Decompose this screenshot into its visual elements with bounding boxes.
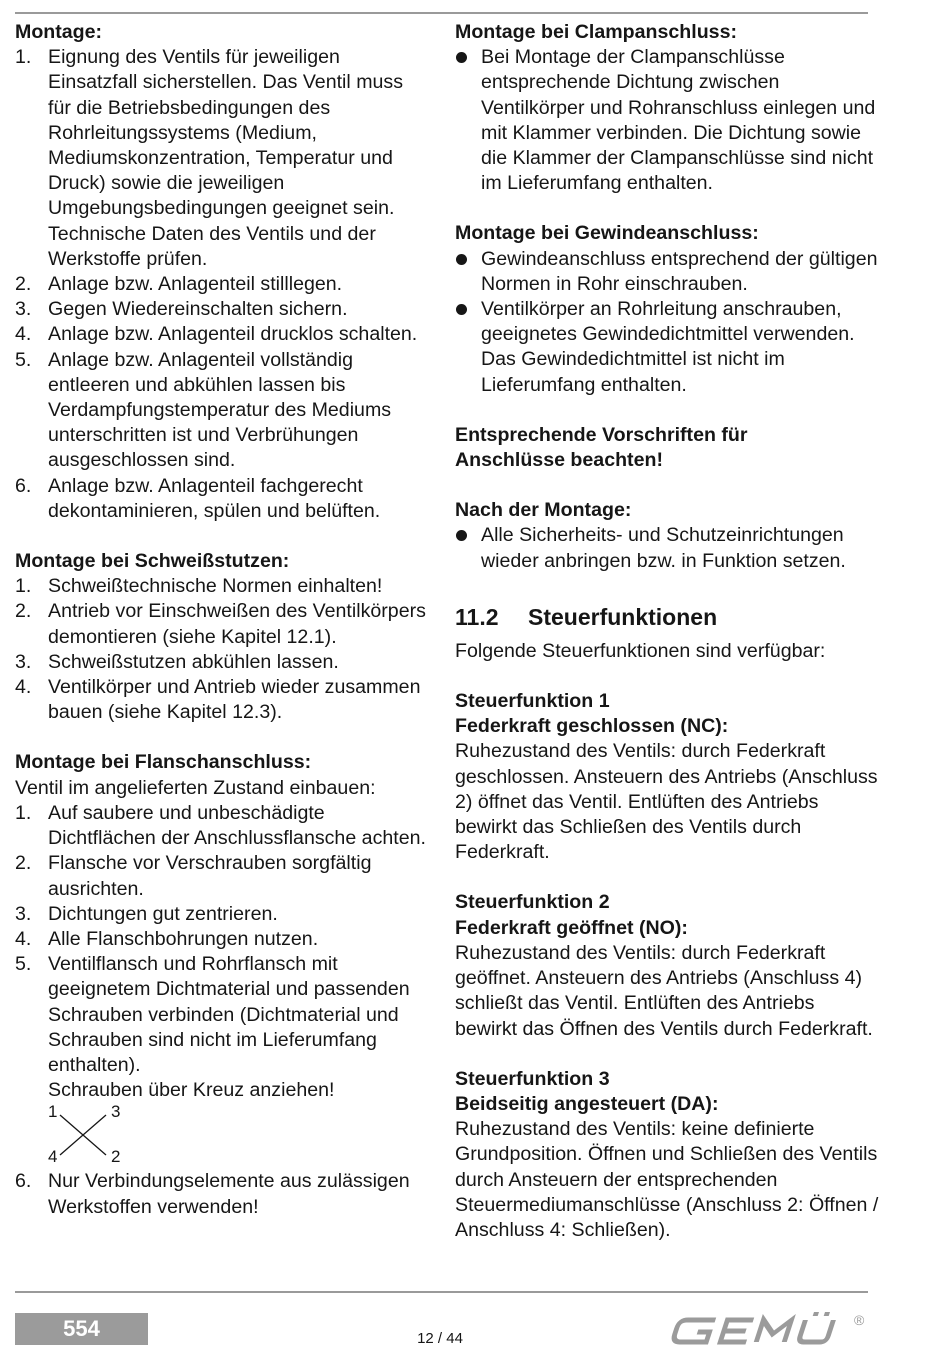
montage-heading: Montage: [15, 21, 103, 43]
list-number: 2. [15, 273, 32, 296]
function-2 [455, 1067, 880, 1243]
section-title: Steuerfunktionen [528, 603, 718, 630]
list-text: Gegen Wiedereinschalten sichern. [48, 298, 348, 321]
gewinde-list [455, 247, 880, 398]
footer-rule [15, 1291, 868, 1293]
flansch-intro: Ventil im angelieferten Zustand einbauen: [15, 776, 376, 799]
function-1 [455, 890, 880, 1041]
list-item [15, 272, 430, 297]
schweiss-list [15, 574, 430, 725]
list-item [15, 599, 430, 649]
function-subtitle: Federkraft geöffnet (NO): [455, 916, 688, 939]
list-text: Anlage bzw. Anlagenteil vollständig entleeren und abkühlen lassen bis Verdampfungstemperatur des Mediums unterschritten ist und Verbrühungen ausgeschlossen sind. [48, 348, 392, 472]
bullet-item [455, 297, 880, 398]
vorschriften-note: Entsprechende Vorschriften für Anschlüsse beachten! [455, 423, 748, 472]
list-text: Alle Flanschbohrungen nutzen. [48, 927, 319, 950]
bullet-dot-icon [455, 297, 481, 398]
list-item [15, 474, 430, 524]
bullet-text: Gewindeanschluss entsprechend der gültigen Normen in Rohr einschrauben. [481, 247, 878, 295]
model-number-badge: 554 [15, 1313, 148, 1345]
list-item [15, 322, 430, 347]
list-text: Anlage bzw. Anlagenteil stilllegen. [48, 273, 343, 296]
gemu-logo-graphic [668, 1312, 868, 1348]
nach-list [455, 523, 880, 573]
list-number: 4. [15, 927, 32, 950]
nach-heading: Nach der Montage: [455, 499, 632, 522]
function-title: Steuerfunktion 3 [455, 1067, 610, 1090]
list-text: Schweißstutzen abkühlen lassen. [48, 650, 339, 673]
list-text: Anlage bzw. Anlagenteil fachgerecht dekontaminieren, spülen und belüften. [48, 474, 381, 522]
list-item [15, 952, 430, 1078]
list-number: 2. [15, 852, 32, 875]
list-item [15, 1169, 430, 1219]
list-text: Antrieb vor Einschweißen des Ventilkörpers demontieren (siehe Kapitel 12.1). [48, 600, 426, 648]
clamp-heading: Montage bei Clampanschluss: [455, 21, 737, 43]
list-number: 4. [15, 676, 32, 699]
list-number: 6. [15, 1170, 32, 1193]
clamp-list [455, 45, 880, 196]
bullet-text: Alle Sicherheits- und Schutzeinrichtungen wieder anbringen bzw. in Funktion setzen. [481, 524, 846, 572]
cross-label-3: 3 [111, 1102, 121, 1122]
list-item [15, 851, 430, 901]
list-item [15, 297, 430, 322]
list-number: 2. [15, 600, 32, 623]
section-number: 11.2 [455, 603, 499, 630]
bullet-dot-icon [455, 45, 481, 196]
left-column [15, 20, 430, 1220]
flansch-heading: Montage bei Flanschanschluss: [15, 751, 312, 774]
bullet-text: Bei Montage der Clampanschlüsse entsprechende Dichtung zwischen Ventilkörper und Rohranschluss einlegen und mit Klammer verbinden. Die Dichtung sowie die Klammer der Clampanschlüsse sind nicht im Lieferumfang enthalten. [481, 46, 876, 195]
list-number: 3. [15, 650, 32, 673]
list-item [15, 801, 430, 851]
list-text: Schweißtechnische Normen einhalten! [48, 575, 383, 598]
list-number: 1. [15, 801, 32, 824]
list-item [15, 902, 430, 927]
list-item [15, 1078, 430, 1103]
function-text: Ruhezustand des Ventils: durch Federkraft geöffnet. Ansteuern des Antriebs (Anschluss 4) schließt das Ventil. Entlüften des Antriebs bewirkt das Öffnen des Ventils durch Federkraft. [455, 941, 873, 1040]
montage-list [15, 45, 430, 524]
function-text: Ruhezustand des Ventils: durch Federkraft geschlossen. Ansteuern des Antriebs (Anschluss 2) öffnet das Ventil. Entlüften des Antriebs bewirkt das Schließen des Ventils durch Federkraft. [455, 740, 878, 864]
function-subtitle: Beidseitig angesteuert (DA): [455, 1092, 719, 1115]
bullet-dot-icon [455, 247, 481, 297]
list-item [15, 650, 430, 675]
top-rule [15, 12, 868, 14]
function-subtitle: Federkraft geschlossen (NC): [455, 715, 729, 738]
bullet-item [455, 247, 880, 297]
list-text: Nur Verbindungselemente aus zulässigen Werkstoffen verwenden! [48, 1170, 410, 1218]
list-item [15, 348, 430, 474]
cross-label-2: 2 [111, 1147, 121, 1167]
list-item [15, 927, 430, 952]
cross-label-1: 1 [48, 1102, 58, 1122]
bullet-dot-icon [455, 523, 481, 573]
bullet-text: Ventilkörper an Rohrleitung anschrauben, geeignetes Gewindedichtmittel verwenden. Das Gewindedichtmittel ist nicht im Lieferumfang enthalten. [481, 298, 855, 396]
list-item [15, 45, 430, 272]
list-text: Ventilflansch und Rohrflansch mit geeignetem Dichtmaterial und passenden Schrauben verbinden (Dichtmaterial und Schrauben sind nicht im Lieferumfang enthalten). [48, 953, 410, 1076]
list-number: 1. [15, 575, 32, 598]
list-text: Auf saubere und unbeschädigte Dichtflächen der Anschlussflansche achten. [48, 801, 426, 850]
section-intro: Folgende Steuerfunktionen sind verfügbar: [455, 639, 826, 662]
cross-lines [58, 1113, 108, 1157]
list-text: Anlage bzw. Anlagenteil drucklos schalten. [48, 323, 418, 346]
section-heading [455, 603, 880, 631]
function-title: Steuerfunktion 2 [455, 891, 610, 914]
bolt-cross-diagram [48, 1103, 138, 1169]
function-text: Ruhezustand des Ventils: keine definierte Grundposition. Öffnen und Schließen des Ventils durch Ansteuern der entsprechenden Steuermediumanschlüsse (Anschluss 2: Öffnen / Anschluss 4: Schließen). [455, 1118, 879, 1241]
list-item [15, 574, 430, 599]
gewinde-heading: Montage bei Gewindeanschluss: [455, 222, 759, 245]
list-number: 4. [15, 323, 32, 346]
cross-label-4: 4 [48, 1147, 58, 1167]
flansch-list [15, 801, 430, 1078]
schweiss-heading: Montage bei Schweißstutzen: [15, 550, 290, 573]
gemu-logo [668, 1312, 868, 1353]
right-column [455, 20, 880, 1243]
list-number: 3. [15, 902, 32, 925]
flansch-item5-extra: Schrauben über Kreuz anziehen! [48, 1079, 335, 1102]
function-0 [455, 689, 880, 865]
list-text: Dichtungen gut zentrieren. [48, 902, 278, 925]
list-number: 1. [15, 46, 32, 69]
list-item [15, 675, 430, 725]
list-number: 6. [15, 474, 32, 497]
function-title: Steuerfunktion 1 [455, 690, 610, 713]
list-number: 3. [15, 298, 32, 321]
list-text: Ventilkörper und Antrieb wieder zusammen bauen (siehe Kapitel 12.3). [48, 676, 421, 724]
list-number: 5. [15, 348, 32, 371]
list-number: 5. [15, 953, 32, 976]
bullet-item [455, 523, 880, 573]
list-text: Flansche vor Verschrauben sorgfältig ausrichten. [48, 852, 372, 900]
bullet-item [455, 45, 880, 196]
list-text: Eignung des Ventils für jeweiligen Einsatzfall sicherstellen. Das Ventil muss für die Betriebsbedingungen des Rohrleitungssystems (Medium, Mediumskonzentration, Temperatur und Druck) sowie die jeweiligen Umgebungsbedingungen geeignet sein. Technische Daten des Ventils und der Werkstoffe prüfen. [48, 46, 404, 270]
page-number: 12 / 44 [417, 1330, 463, 1347]
registered-mark: ® [854, 1312, 865, 1328]
